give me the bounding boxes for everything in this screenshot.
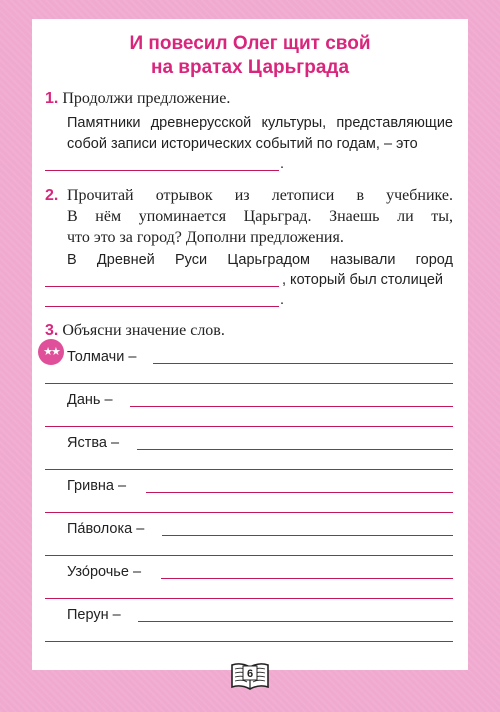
task-2-instruction-line-1: Прочитай отрывок из летописи в учебнике. [67,187,453,204]
task-2-answer-line-2[interactable] [45,306,279,307]
page-number: 6 [246,668,254,680]
task-1-end-period: . [280,156,285,172]
word-dan: Дань – [67,392,113,408]
task-2-text-line-1: В Древней Руси Царьградом называли город [67,252,453,268]
task-1-instruction: Продолжи предложение. [62,90,231,107]
answer-line-perun[interactable] [138,621,453,622]
task-1-answer-line[interactable] [45,170,279,171]
open-book-icon [229,659,271,693]
word-uzorochye: Узо́рочье – [67,564,142,580]
task-1-number: 1. [45,90,59,107]
answer-line-tolmachi-2[interactable] [45,383,453,384]
task-1-text-line-2: собой записи исторических событий по годам, – это [67,136,418,152]
answer-line-pavoloka[interactable] [162,535,453,536]
task-2-answer-line-1[interactable] [45,286,279,287]
task-3-heading [45,322,225,340]
workbook-page [32,19,468,670]
word-pavoloka: Па́волока – [67,521,145,537]
answer-line-grivna[interactable] [146,492,453,493]
answer-line-dan-2[interactable] [45,426,453,427]
word-tolmachi: Толмачи – [67,349,137,365]
answer-line-yastva-2[interactable] [45,469,453,470]
star-icon: ★★ [38,339,64,365]
task-2-fill-text: , который был столицей [282,272,444,288]
task-3-instruction: Объясни значение слов. [62,322,225,339]
task-2-end-period: . [280,292,285,308]
page-title-line-2: на вратах Царьграда [150,57,350,78]
word-grivna: Гривна – [67,478,127,494]
page-title-line-1: И повесил Олег щит свой [129,33,371,54]
task-1-heading [45,90,230,108]
task-2-instruction-line-3: что это за город? Дополни предложения. [67,229,344,246]
task-1-text-line-1: Памятники древнерусской культуры, представляющие [67,115,453,131]
answer-line-yastva[interactable] [137,449,453,450]
task-2-number: 2. [45,187,59,204]
word-yastva: Яства – [67,435,120,451]
answer-line-pavoloka-2[interactable] [45,555,453,556]
answer-line-uzorochye[interactable] [161,578,453,579]
word-perun: Перун – [67,607,121,623]
answer-line-tolmachi[interactable] [153,363,453,364]
task-3-number: 3. [45,322,59,339]
task-2-instruction-line-2: В нём упоминается Царьград. Знаешь ли ты, [67,208,453,225]
answer-line-grivna-2[interactable] [45,512,453,513]
answer-line-dan[interactable] [130,406,453,407]
answer-line-uzorochye-2[interactable] [45,598,453,599]
answer-line-perun-2[interactable] [45,641,453,642]
